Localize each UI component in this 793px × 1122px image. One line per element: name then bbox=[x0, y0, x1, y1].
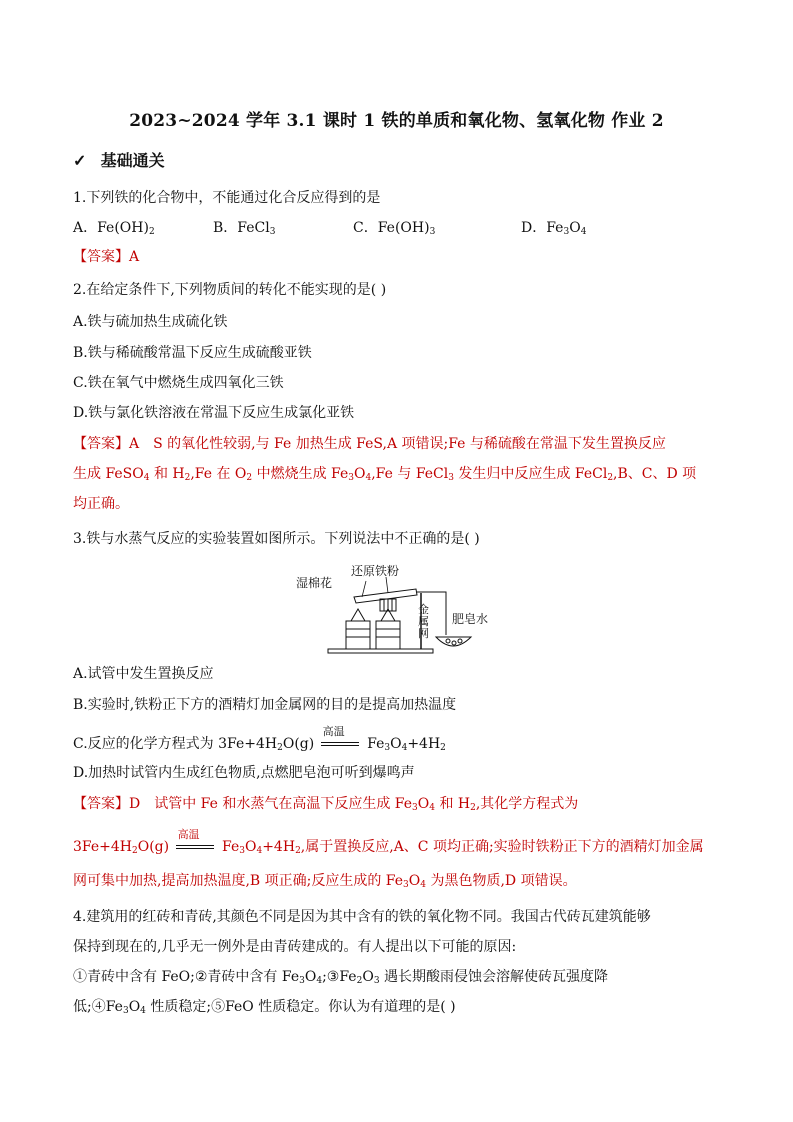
q3-option-d: D.加热时试管内生成红色物质,点燃肥皂泡可听到爆鸣声 bbox=[73, 765, 415, 781]
fig-label-metal-2: 属 bbox=[418, 615, 429, 628]
q3-option-c: C.反应的化学方程式为 $3Fe+4H_2O(g)$ 高温 $Fe_3O_4+4H_2$ bbox=[73, 725, 446, 753]
q2-option-b: B.铁与稀硫酸常温下反应生成硫酸亚铁 bbox=[73, 345, 312, 361]
section-heading bbox=[73, 148, 165, 171]
base-board bbox=[328, 649, 433, 653]
fig-label-metal-3: 网 bbox=[418, 627, 429, 640]
burner-right bbox=[376, 621, 400, 649]
q2-answer-line-2: 生成 FeSO$_4$ 和 $H_2,Fe$ 在 $O_2$ 中燃烧生成 $Fe_3O_4,Fe$ 与 FeCl$_3$ 发生归中反应生成 FeCl$_2$,B、C、D 项 bbox=[73, 466, 697, 483]
q2-answer-line-1: 【答案】A S 的氧化性较弱,与 Fe 加热生成 FeS,A 项错误;Fe 与稀硫酸在常温下发生置换反应 bbox=[73, 436, 666, 452]
q3-answer-line-3: 网可集中加热,提高加热温度,B 项正确;反应生成的 $Fe_3O_4$ 为黑色物质,D 项错误。 bbox=[73, 873, 577, 890]
q3-stem: 3.铁与水蒸气反应的实验装置如图所示。下列说法中不正确的是( ) bbox=[73, 531, 480, 547]
q1-stem: 1.下列铁的化合物中，不能通过化合反应得到的是 bbox=[73, 190, 381, 206]
q2-answer-line-3: 均正确。 bbox=[73, 496, 129, 512]
q2-option-a: A.铁与硫加热生成硫化铁 bbox=[73, 314, 228, 330]
q2-option-c: C.铁在氧气中燃烧生成四氧化三铁 bbox=[73, 375, 284, 391]
check-icon: ✓ bbox=[73, 151, 87, 170]
fig-label-metal-1: 金 bbox=[418, 603, 429, 616]
q3-answer-line-1: 【答案】D 试管中 Fe 和水蒸气在高温下反应生成 $Fe_3O_4$ 和 $H_2$,其化学方程式为 bbox=[73, 796, 579, 813]
q4-line-4: 低$;④Fe_3O_4$ 性质稳定;⑤FeO 性质稳定。你认为有道理的是( ) bbox=[73, 999, 456, 1016]
q4-line-1: 4.建筑用的红砖和青砖,其颜色不同是因为其中含有的铁的氧化物不同。我国古代砖瓦建筑能够 bbox=[73, 909, 651, 925]
fig-label-wet-cotton: 湿棉花 bbox=[296, 576, 333, 590]
q1-option-b: B．FeCl$_3$ bbox=[213, 220, 276, 237]
q1-option-d: D．$Fe_3O_4$ bbox=[521, 220, 587, 237]
q1-option-a: A．$Fe(OH)_2$ bbox=[73, 220, 155, 237]
q4-line-2: 保持到现在的,几乎无一例外是由青砖建成的。有人提出以下可能的原因: bbox=[73, 939, 517, 955]
q1-option-c: C．$Fe(OH)_3$ bbox=[353, 220, 436, 237]
apparatus-figure bbox=[296, 563, 496, 658]
reaction-condition: 高温 bbox=[321, 735, 361, 753]
fig-label-soap-water: 肥皂水 bbox=[452, 612, 489, 626]
q4-line-3: ①青砖中含有 FeO;②青砖中含有 $Fe_3O_4;③Fe_2O_3$ 遇长期酸雨侵蚀会溶解使砖瓦强度降 bbox=[73, 969, 608, 986]
q3-answer-line-2: $3Fe+4H_2O(g)$ 高温 $Fe_3O_4+4H_2$,属于置换反应,A、C 项均正确;实验时铁粉正下方的酒精灯加金属 bbox=[73, 828, 704, 856]
fig-label-iron-powder: 还原铁粉 bbox=[351, 564, 400, 578]
reaction-condition-2: 高温 bbox=[176, 838, 216, 856]
page-title: 2023~2024 学年 3.1 课时 1 铁的单质和氧化物、氢氧化物 作业 2 bbox=[129, 111, 664, 131]
q2-option-d: D.铁与氯化铁溶液在常温下反应生成氯化亚铁 bbox=[73, 405, 355, 421]
q3-option-b: B.实验时,铁粉正下方的酒精灯加金属网的目的是提高加热温度 bbox=[73, 697, 457, 713]
q2-stem: 2.在给定条件下,下列物质间的转化不能实现的是( ) bbox=[73, 282, 387, 298]
burner-left bbox=[346, 621, 370, 649]
q3-option-a: A.试管中发生置换反应 bbox=[73, 666, 214, 682]
q1-answer: 【答案】A bbox=[73, 249, 140, 265]
section-label: 基础通关 bbox=[100, 151, 165, 170]
